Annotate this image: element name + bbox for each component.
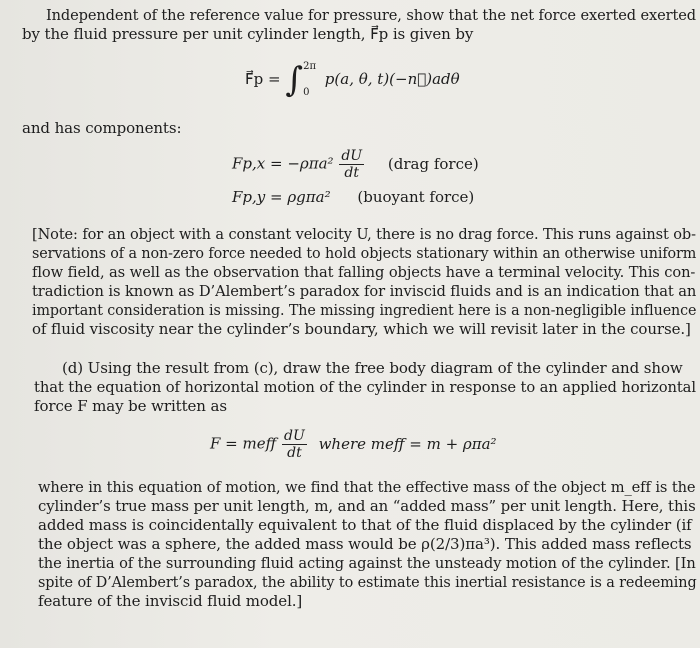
text-line: added mass is coincidentally equivalent to that of the fluid displaced by the cylinder (if: [38, 516, 692, 534]
text-line: the inertia of the surrounding fluid acting against the unsteady motion of the cylinder. [In: [38, 554, 696, 572]
equation-drag-force: Fp,x = −ρπa² $\frac{dU}{dt}$ (drag force): [232, 148, 479, 181]
equation-integrand: p(a, θ, t)(−n⃗)adθ: [324, 70, 460, 88]
text-line: cylinder’s true mass per unit length, m, and an “added mass” per unit length. Here, this: [38, 497, 696, 515]
equation-net-force: [245, 54, 460, 106]
text-line: servations of a non-zero force needed to hold objects stationary within an otherwise uniform: [32, 244, 697, 262]
text-line: (d) Using the result from (c), draw the free body diagram of the cylinder and show: [62, 359, 683, 377]
drag-label: (drag force): [387, 154, 479, 173]
integral-sign: ∫: [285, 60, 304, 100]
fraction: $\frac{dU}{dt}$: [284, 428, 305, 461]
text-line: that the equation of horizontal motion of the cylinder in response to an applied horizontal: [34, 378, 696, 396]
text-line: Independent of the reference value for pressure, show that the net force exerted exerted: [46, 6, 696, 24]
text-line: force F may be written as: [34, 397, 227, 415]
equation-lhs: F⃗p =: [245, 70, 281, 88]
text-line: where in this equation of motion, we find that the effective mass of the object m_eff is the: [38, 478, 696, 496]
integral-limits: 2π 0: [303, 61, 317, 98]
text-line: important consideration is missing. The missing ingredient here is a non-negligible influence: [32, 301, 697, 319]
buoyant-label: (buoyant force): [357, 188, 475, 206]
text-line: spite of D’Alembert’s paradox, the ability to estimate this inertial resistance is a redeeming: [38, 573, 697, 591]
text-line: and has components:: [22, 119, 182, 137]
text-line: by the fluid pressure per unit cylinder length, F⃗p is given by: [22, 25, 474, 43]
text-line: the object was a sphere, the added mass would be ρ(2/3)πa³). This added mass reflects: [38, 535, 692, 553]
equation-buoyant-force: Fp,y = ρgπa² (buoyant force): [232, 188, 475, 206]
fraction: $\frac{dU}{dt}$: [341, 148, 363, 181]
effective-mass-definition: where meff = m + ρπa²: [318, 434, 497, 453]
text-line: tradiction is known as D’Alembert’s paradox for inviscid fluids and is an indication that an: [32, 282, 697, 300]
text-line: feature of the inviscid fluid model.]: [38, 592, 303, 610]
text-line: of fluid viscosity near the cylinder’s boundary, which we will revisit later in the course.]: [32, 320, 691, 338]
text-line: flow field, as well as the observation that falling objects have a terminal velocity. This con-: [32, 263, 696, 281]
text-line: [Note: for an object with a constant velocity U, there is no drag force. This runs against ob-: [32, 225, 696, 243]
equation-motion: F = meff $\frac{dU}{dt}$ where meff = m + ρπa²: [210, 428, 497, 461]
